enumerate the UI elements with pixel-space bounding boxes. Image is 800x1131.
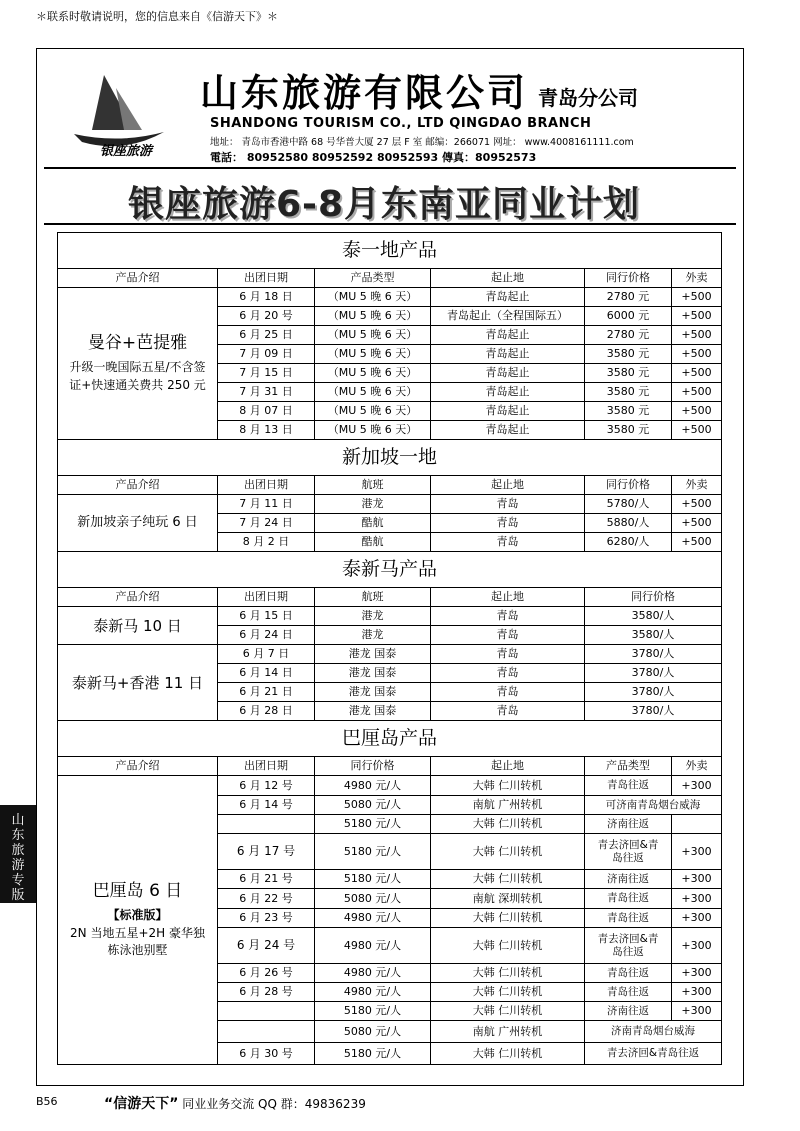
table-cell: 港龙 bbox=[315, 607, 431, 626]
table-cell: 青岛起止（全程国际五） bbox=[431, 307, 585, 326]
table-cell: 6 月 14 日 bbox=[218, 664, 315, 683]
section-row bbox=[58, 721, 722, 757]
table-cell: +300 bbox=[672, 928, 722, 964]
table-cell: 7 月 15 日 bbox=[218, 364, 315, 383]
table-cell: 4980 元/人 bbox=[315, 776, 431, 796]
table-cell: 6280/人 bbox=[585, 533, 672, 552]
table-cell: +300 bbox=[672, 776, 722, 796]
table-cell: 4980 元/人 bbox=[315, 909, 431, 928]
table-cell: 港龙 国泰 bbox=[315, 645, 431, 664]
table-cell: +300 bbox=[672, 964, 722, 983]
side-tab-char: 版 bbox=[11, 888, 25, 903]
table-row bbox=[58, 645, 722, 664]
side-tab-char: 游 bbox=[11, 858, 25, 873]
section-title: 巴厘岛产品 bbox=[58, 721, 722, 757]
product-cell bbox=[58, 288, 218, 440]
column-header: 产品类型 bbox=[315, 269, 431, 288]
column-header: 产品介绍 bbox=[58, 757, 218, 776]
table-cell: 6 月 28 号 bbox=[218, 983, 315, 1002]
table-cell: 3780/人 bbox=[585, 683, 722, 702]
column-header: 出团日期 bbox=[218, 588, 315, 607]
table-cell: （MU 5 晚 6 天） bbox=[315, 326, 431, 345]
table-cell: 6 月 18 日 bbox=[218, 288, 315, 307]
table-cell: 6 月 24 日 bbox=[218, 626, 315, 645]
table-cell: 港龙 国泰 bbox=[315, 702, 431, 721]
logo-text: 银座旅游 bbox=[100, 144, 153, 159]
table-cell: 济南青岛烟台威海 bbox=[585, 1021, 722, 1043]
table-cell: 6 月 26 号 bbox=[218, 964, 315, 983]
section-title: 新加坡一地 bbox=[58, 440, 722, 476]
table-cell: +300 bbox=[672, 870, 722, 889]
table-cell: 5180 元/人 bbox=[315, 1002, 431, 1021]
table-cell: +300 bbox=[672, 834, 722, 870]
table-cell: 5080 元/人 bbox=[315, 796, 431, 815]
table-cell: 3580 元 bbox=[585, 345, 672, 364]
table-cell: 大韩 仁川转机 bbox=[431, 815, 585, 834]
table-cell: 大韩 仁川转机 bbox=[431, 964, 585, 983]
column-header: 出团日期 bbox=[218, 757, 315, 776]
table-cell: 青岛 bbox=[431, 645, 585, 664]
side-tab bbox=[0, 805, 36, 903]
section-row bbox=[58, 552, 722, 588]
table-cell: +300 bbox=[672, 909, 722, 928]
company-name-cn: 山东旅游有限公司 bbox=[200, 70, 529, 115]
table-cell: 青去济回&青岛往返 bbox=[585, 1043, 722, 1065]
product-table bbox=[57, 232, 722, 1065]
table-cell: +500 bbox=[672, 495, 722, 514]
table-cell: 济南往返 bbox=[585, 1002, 672, 1021]
table-cell: 7 月 09 日 bbox=[218, 345, 315, 364]
company-phone: 電話： 80952580 80952592 80952593 傳真：80952573 bbox=[210, 151, 537, 164]
table-cell: 4980 元/人 bbox=[315, 928, 431, 964]
footer-text: 同业业务交流 QQ 群：49836239 bbox=[182, 1097, 366, 1111]
table-cell: 5080 元/人 bbox=[315, 889, 431, 909]
company-name-en: SHANDONG TOURISM CO., LTD QINGDAO BRANCH bbox=[210, 116, 592, 131]
table-cell: 大韩 仁川转机 bbox=[431, 1002, 585, 1021]
table-cell: 4980 元/人 bbox=[315, 983, 431, 1002]
table-cell: 3580/人 bbox=[585, 607, 722, 626]
table-cell: +500 bbox=[672, 383, 722, 402]
side-tab-char: 山 bbox=[11, 813, 25, 828]
table-cell: 南航 广州转机 bbox=[431, 1021, 585, 1043]
table-cell: 7 月 11 日 bbox=[218, 495, 315, 514]
table-cell: +500 bbox=[672, 533, 722, 552]
table-cell bbox=[672, 815, 722, 834]
table-cell bbox=[218, 815, 315, 834]
table-cell: +500 bbox=[672, 402, 722, 421]
header-row bbox=[58, 476, 722, 495]
column-header: 起止地 bbox=[431, 476, 585, 495]
table-cell: +500 bbox=[672, 326, 722, 345]
table-cell: 3580 元 bbox=[585, 364, 672, 383]
table-cell: 青岛 bbox=[431, 664, 585, 683]
product-tag: 【标准版】 bbox=[107, 908, 168, 923]
table-cell: 6 月 25 日 bbox=[218, 326, 315, 345]
table-cell: 5180 元/人 bbox=[315, 1043, 431, 1065]
side-tab-char: 专 bbox=[11, 873, 25, 888]
column-header: 起止地 bbox=[431, 588, 585, 607]
table-cell: 大韩 仁川转机 bbox=[431, 1043, 585, 1065]
table-cell: 南航 广州转机 bbox=[431, 796, 585, 815]
table-cell: 青岛 bbox=[431, 683, 585, 702]
table-cell: +500 bbox=[672, 307, 722, 326]
top-note: ＊联系时敬请说明，您的信息来自《信游天下》＊ bbox=[36, 10, 278, 23]
header-row bbox=[58, 757, 722, 776]
table-cell: 青岛往返 bbox=[585, 889, 672, 909]
table-cell: （MU 5 晚 6 天） bbox=[315, 383, 431, 402]
section-row bbox=[58, 440, 722, 476]
table-cell: 青岛往返 bbox=[585, 964, 672, 983]
column-header: 起止地 bbox=[431, 269, 585, 288]
table-cell: 6 月 15 日 bbox=[218, 607, 315, 626]
table-cell: 济南往返 bbox=[585, 815, 672, 834]
table-cell: 2780 元 bbox=[585, 326, 672, 345]
table-cell: 青去济回&青岛往返 bbox=[585, 834, 672, 870]
table-cell: 6 月 28 日 bbox=[218, 702, 315, 721]
table-cell: 6 月 7 日 bbox=[218, 645, 315, 664]
table-cell: 酷航 bbox=[315, 533, 431, 552]
column-header: 产品介绍 bbox=[58, 588, 218, 607]
table-cell: 青岛起止 bbox=[431, 421, 585, 440]
column-header: 同行价格 bbox=[585, 476, 672, 495]
product-desc: 2N 当地五星+2H 豪华独栋泳池别墅 bbox=[70, 925, 205, 957]
table-cell: +500 bbox=[672, 514, 722, 533]
divider bbox=[44, 223, 736, 225]
side-tab-char: 旅 bbox=[11, 843, 25, 858]
table-cell: +500 bbox=[672, 421, 722, 440]
table-row bbox=[58, 776, 722, 796]
table-cell: 5180 元/人 bbox=[315, 834, 431, 870]
table-cell: 5180 元/人 bbox=[315, 815, 431, 834]
table-cell: 青岛起止 bbox=[431, 345, 585, 364]
table-cell: 青岛 bbox=[431, 533, 585, 552]
table-cell: 3580 元 bbox=[585, 421, 672, 440]
table-cell: 6 月 14 号 bbox=[218, 796, 315, 815]
header-row bbox=[58, 588, 722, 607]
section-title: 泰新马产品 bbox=[58, 552, 722, 588]
product-cell: 新加坡亲子纯玩 6 日 bbox=[58, 495, 218, 552]
table-cell: 8 月 2 日 bbox=[218, 533, 315, 552]
table-cell: 港龙 国泰 bbox=[315, 683, 431, 702]
table-cell: +300 bbox=[672, 889, 722, 909]
table-cell: 6 月 21 号 bbox=[218, 870, 315, 889]
table-cell: 青岛起止 bbox=[431, 383, 585, 402]
column-header: 出团日期 bbox=[218, 476, 315, 495]
table-cell: 3580/人 bbox=[585, 626, 722, 645]
table-cell: 港龙 国泰 bbox=[315, 664, 431, 683]
company-address: 地址： 青岛市香港中路 68 号华普大厦 27 层 F 室 邮编：266071 网址： www.4008161111.com bbox=[210, 137, 634, 148]
table-row bbox=[58, 607, 722, 626]
table-cell: 6000 元 bbox=[585, 307, 672, 326]
side-tab-char: 东 bbox=[11, 828, 25, 843]
table-cell: 港龙 bbox=[315, 626, 431, 645]
table-cell: 3580 元 bbox=[585, 383, 672, 402]
table-cell: 大韩 仁川转机 bbox=[431, 776, 585, 796]
table-cell: +500 bbox=[672, 364, 722, 383]
table-cell: 6 月 23 号 bbox=[218, 909, 315, 928]
table-cell: 7 月 24 日 bbox=[218, 514, 315, 533]
table-cell: （MU 5 晚 6 天） bbox=[315, 288, 431, 307]
table-cell: 6 月 12 号 bbox=[218, 776, 315, 796]
column-header: 产品介绍 bbox=[58, 476, 218, 495]
table-cell: 3580 元 bbox=[585, 402, 672, 421]
table-cell bbox=[218, 1002, 315, 1021]
table-cell: 5080 元/人 bbox=[315, 1021, 431, 1043]
table-cell: 青岛 bbox=[431, 626, 585, 645]
table-cell: 青岛往返 bbox=[585, 983, 672, 1002]
column-header: 产品类型 bbox=[585, 757, 672, 776]
table-cell: 7 月 31 日 bbox=[218, 383, 315, 402]
table-cell: 大韩 仁川转机 bbox=[431, 909, 585, 928]
table-cell: 青岛 bbox=[431, 607, 585, 626]
table-cell: 大韩 仁川转机 bbox=[431, 928, 585, 964]
table-cell: 港龙 bbox=[315, 495, 431, 514]
column-header: 外卖 bbox=[672, 269, 722, 288]
table-cell: 青岛 bbox=[431, 514, 585, 533]
table-cell: 青岛起止 bbox=[431, 402, 585, 421]
table-cell: +500 bbox=[672, 345, 722, 364]
table-cell: 5180 元/人 bbox=[315, 870, 431, 889]
table-cell: 大韩 仁川转机 bbox=[431, 834, 585, 870]
footer bbox=[104, 1093, 366, 1113]
table-cell: 6 月 24 号 bbox=[218, 928, 315, 964]
column-header: 出团日期 bbox=[218, 269, 315, 288]
table-cell: 大韩 仁川转机 bbox=[431, 870, 585, 889]
branch-name-cn: 青岛分公司 bbox=[538, 86, 638, 110]
table-cell: 济南往返 bbox=[585, 870, 672, 889]
table-cell: 青岛起止 bbox=[431, 364, 585, 383]
table-cell: 青岛 bbox=[431, 495, 585, 514]
header-row bbox=[58, 269, 722, 288]
table-cell: 南航 深圳转机 bbox=[431, 889, 585, 909]
table-cell: 8 月 13 日 bbox=[218, 421, 315, 440]
table-cell: 青岛起止 bbox=[431, 326, 585, 345]
table-cell: （MU 5 晚 6 天） bbox=[315, 421, 431, 440]
table-cell: 酷航 bbox=[315, 514, 431, 533]
column-header: 航班 bbox=[315, 476, 431, 495]
table-cell: 2780 元 bbox=[585, 288, 672, 307]
table-cell bbox=[218, 1021, 315, 1043]
table-cell: 青去济回&青岛往返 bbox=[585, 928, 672, 964]
table-cell: 8 月 07 日 bbox=[218, 402, 315, 421]
table-cell: +300 bbox=[672, 1002, 722, 1021]
table-cell: 3780/人 bbox=[585, 702, 722, 721]
column-header: 产品介绍 bbox=[58, 269, 218, 288]
table-cell: 5780/人 bbox=[585, 495, 672, 514]
divider bbox=[44, 167, 736, 169]
table-cell: （MU 5 晚 6 天） bbox=[315, 402, 431, 421]
table-row bbox=[58, 495, 722, 514]
column-header: 同行价格 bbox=[585, 588, 722, 607]
table-cell: 5880/人 bbox=[585, 514, 672, 533]
table-cell: 青岛起止 bbox=[431, 288, 585, 307]
page-number: B56 bbox=[36, 1095, 58, 1108]
table-cell: 6 月 22 号 bbox=[218, 889, 315, 909]
column-header: 同行价格 bbox=[315, 757, 431, 776]
table-cell: 青岛往返 bbox=[585, 909, 672, 928]
product-name: 巴厘岛 6 日 bbox=[92, 880, 183, 901]
footer-brand: “信游天下” bbox=[104, 1096, 179, 1112]
table-cell: （MU 5 晚 6 天） bbox=[315, 307, 431, 326]
product-cell: 泰新马 10 日 bbox=[58, 607, 218, 645]
table-row bbox=[58, 288, 722, 307]
table-cell: 4980 元/人 bbox=[315, 964, 431, 983]
column-header: 同行价格 bbox=[585, 269, 672, 288]
table-cell: 6 月 30 号 bbox=[218, 1043, 315, 1065]
table-cell: （MU 5 晚 6 天） bbox=[315, 364, 431, 383]
table-cell: 6 月 20 号 bbox=[218, 307, 315, 326]
page-title: 银座旅游6-8月东南亚同业计划 bbox=[128, 184, 641, 225]
column-header: 起止地 bbox=[431, 757, 585, 776]
table-cell: 可济南青岛烟台威海 bbox=[585, 796, 722, 815]
table-cell: 青岛 bbox=[431, 702, 585, 721]
product-cell: 泰新马+香港 11 日 bbox=[58, 645, 218, 721]
column-header: 航班 bbox=[315, 588, 431, 607]
product-cell bbox=[58, 776, 218, 1065]
table-cell: 3780/人 bbox=[585, 645, 722, 664]
column-header: 外卖 bbox=[672, 757, 722, 776]
product-desc: 升级一晚国际五星/不含签证+快速通关费共 250 元 bbox=[69, 360, 206, 392]
table-cell: +300 bbox=[672, 983, 722, 1002]
table-cell: 6 月 17 号 bbox=[218, 834, 315, 870]
table-cell: 青岛往返 bbox=[585, 776, 672, 796]
product-name: 曼谷+芭提雅 bbox=[87, 332, 188, 353]
column-header: 外卖 bbox=[672, 476, 722, 495]
section-row bbox=[58, 233, 722, 269]
section-title: 泰一地产品 bbox=[58, 233, 722, 269]
table-cell: 大韩 仁川转机 bbox=[431, 983, 585, 1002]
table-cell: +500 bbox=[672, 288, 722, 307]
table-cell: 6 月 21 日 bbox=[218, 683, 315, 702]
table-cell: 3780/人 bbox=[585, 664, 722, 683]
table-cell: （MU 5 晚 6 天） bbox=[315, 345, 431, 364]
